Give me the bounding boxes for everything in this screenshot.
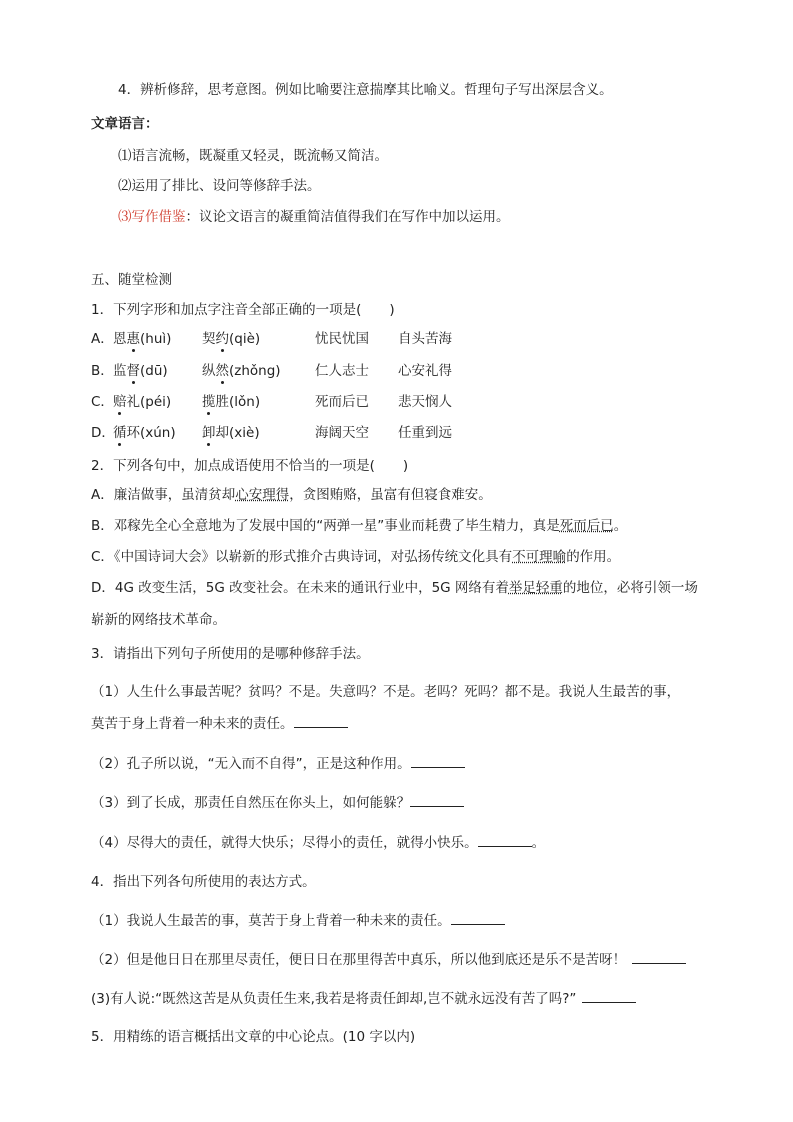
option-word-4: 自头苦海 (398, 331, 452, 347)
q1-stem: 1．下列字形和加点字注音全部正确的一项是( ) (91, 302, 395, 318)
q4-sentence-2: （2）但是他日日在那里尽责任，便日日在那里得苦中真乐，所以他到底还是乐不是苦呀！ (91, 949, 686, 970)
option-word-3: 仁人志士 (315, 363, 369, 379)
language-point-3 (118, 207, 510, 227)
q3-sentence-1a: （1）人生什么事最苦呢？贫吗？不是。失意吗？不是。老吗？死吗？都不是。我说人生最苦的事， (91, 684, 681, 700)
language-heading: 文章语言： (91, 116, 159, 132)
option-label: D． (91, 425, 115, 441)
option-label: B． (91, 363, 114, 379)
option-label: A． (91, 331, 114, 347)
q2-option-a[interactable]: A．廉洁做事，虽清贫却心安理得，贪图贿赂，虽富有但寝食难安。 (91, 487, 492, 503)
q2-option-d[interactable]: D．4G 改变生活，5G 改变社会。在未来的通讯行业中，5G 网络有着举足轻重的地位，必将引领一场 (91, 580, 698, 596)
option-word-1: 赔礼(péi) (113, 394, 172, 410)
answer-blank[interactable] (632, 949, 686, 964)
option-word-2: 卸却(xiè) (202, 425, 260, 441)
section-title: 五、随堂检测 (91, 272, 172, 288)
writing-reference-text: ：议论文语言的凝重简洁值得我们在写作中加以运用。 (185, 209, 510, 225)
answer-blank[interactable] (410, 792, 464, 807)
option-word-3: 忧民忧国 (315, 331, 369, 347)
answer-blank[interactable] (411, 753, 465, 768)
answer-blank[interactable] (478, 832, 532, 847)
option-word-2: 纵然(zhǒng) (202, 363, 281, 379)
q5-stem: 5．用精练的语言概括出文章的中心论点。(10 字以内) (91, 1029, 416, 1045)
option-word-3: 死而后已 (315, 394, 369, 410)
language-point-2: ⑵运用了排比、设问等修辞手法。 (118, 178, 321, 194)
option-word-2: 揽胜(lǒn) (202, 394, 261, 410)
option-word-4: 心安礼得 (398, 363, 452, 379)
answer-blank[interactable] (582, 988, 636, 1003)
option-label: C． (91, 394, 114, 410)
option-word-1: 循环(xún) (113, 425, 176, 441)
idiom-a: 心安理得 (235, 487, 290, 503)
idiom-d: 举足轻重 (508, 580, 563, 596)
option-word-1: 恩惠(huì) (113, 331, 172, 347)
q4-stem: 4．指出下列各句所使用的表达方式。 (91, 874, 316, 890)
option-word-4: 悲天悯人 (398, 394, 452, 410)
q2-stem: 2．下列各句中，加点成语使用不恰当的一项是( ) (91, 458, 409, 474)
idiom-b: 死而后已 (559, 518, 614, 534)
q3-sentence-1b: 莫苦于身上背着一种未来的责任。 (91, 713, 348, 734)
q3-sentence-4: （4）尽得大的责任，就得大快乐；尽得小的责任，就得小快乐。 。 (91, 832, 545, 853)
option-word-4: 任重到远 (398, 425, 452, 441)
q3-stem: 3．请指出下列句子所使用的是哪种修辞手法。 (91, 646, 370, 662)
language-point-1: ⑴语言流畅，既凝重又轻灵，既流畅又简洁。 (118, 148, 388, 164)
idiom-c: 不可理喻 (512, 549, 567, 565)
writing-reference-label: ⑶写作借鉴 (118, 209, 186, 225)
answer-blank[interactable] (294, 713, 348, 728)
answer-blank[interactable] (451, 910, 505, 925)
q2-option-d-continued: 崭新的网络技术革命。 (91, 612, 226, 628)
option-word-3: 海阔天空 (315, 425, 369, 441)
q4-sentence-3: (3)有人说:“既然这苦是从负责任生来,我若是将责任卸却,岂不就永远没有苦了吗?” (91, 988, 636, 1009)
q2-option-b[interactable]: B．邓稼先全心全意地为了发展中国的“两弹一星”事业而耗费了毕生精力，真是死而后已。 (91, 518, 628, 534)
q2-option-c[interactable]: C．《中国诗词大会》以崭新的形式推介古典诗词，对弘扬传统文化具有不可理喻的作用。 (91, 549, 621, 565)
option-word-2: 契约(qiè) (202, 331, 261, 347)
q4-sentence-1: （1）我说人生最苦的事，莫苦于身上背着一种未来的责任。 (91, 910, 505, 931)
guide-item-4: 4．辨析修辞，思考意图。例如比喻要注意揣摩其比喻义。哲理句子写出深层含义。 (118, 82, 613, 98)
option-word-1: 监督(dū) (113, 363, 168, 379)
q3-sentence-2: （2）孔子所以说，“无入而不自得”，正是这种作用。 (91, 753, 465, 774)
q3-sentence-3: （3）到了长成，那责任自然压在你头上，如何能躲？ (91, 792, 464, 813)
